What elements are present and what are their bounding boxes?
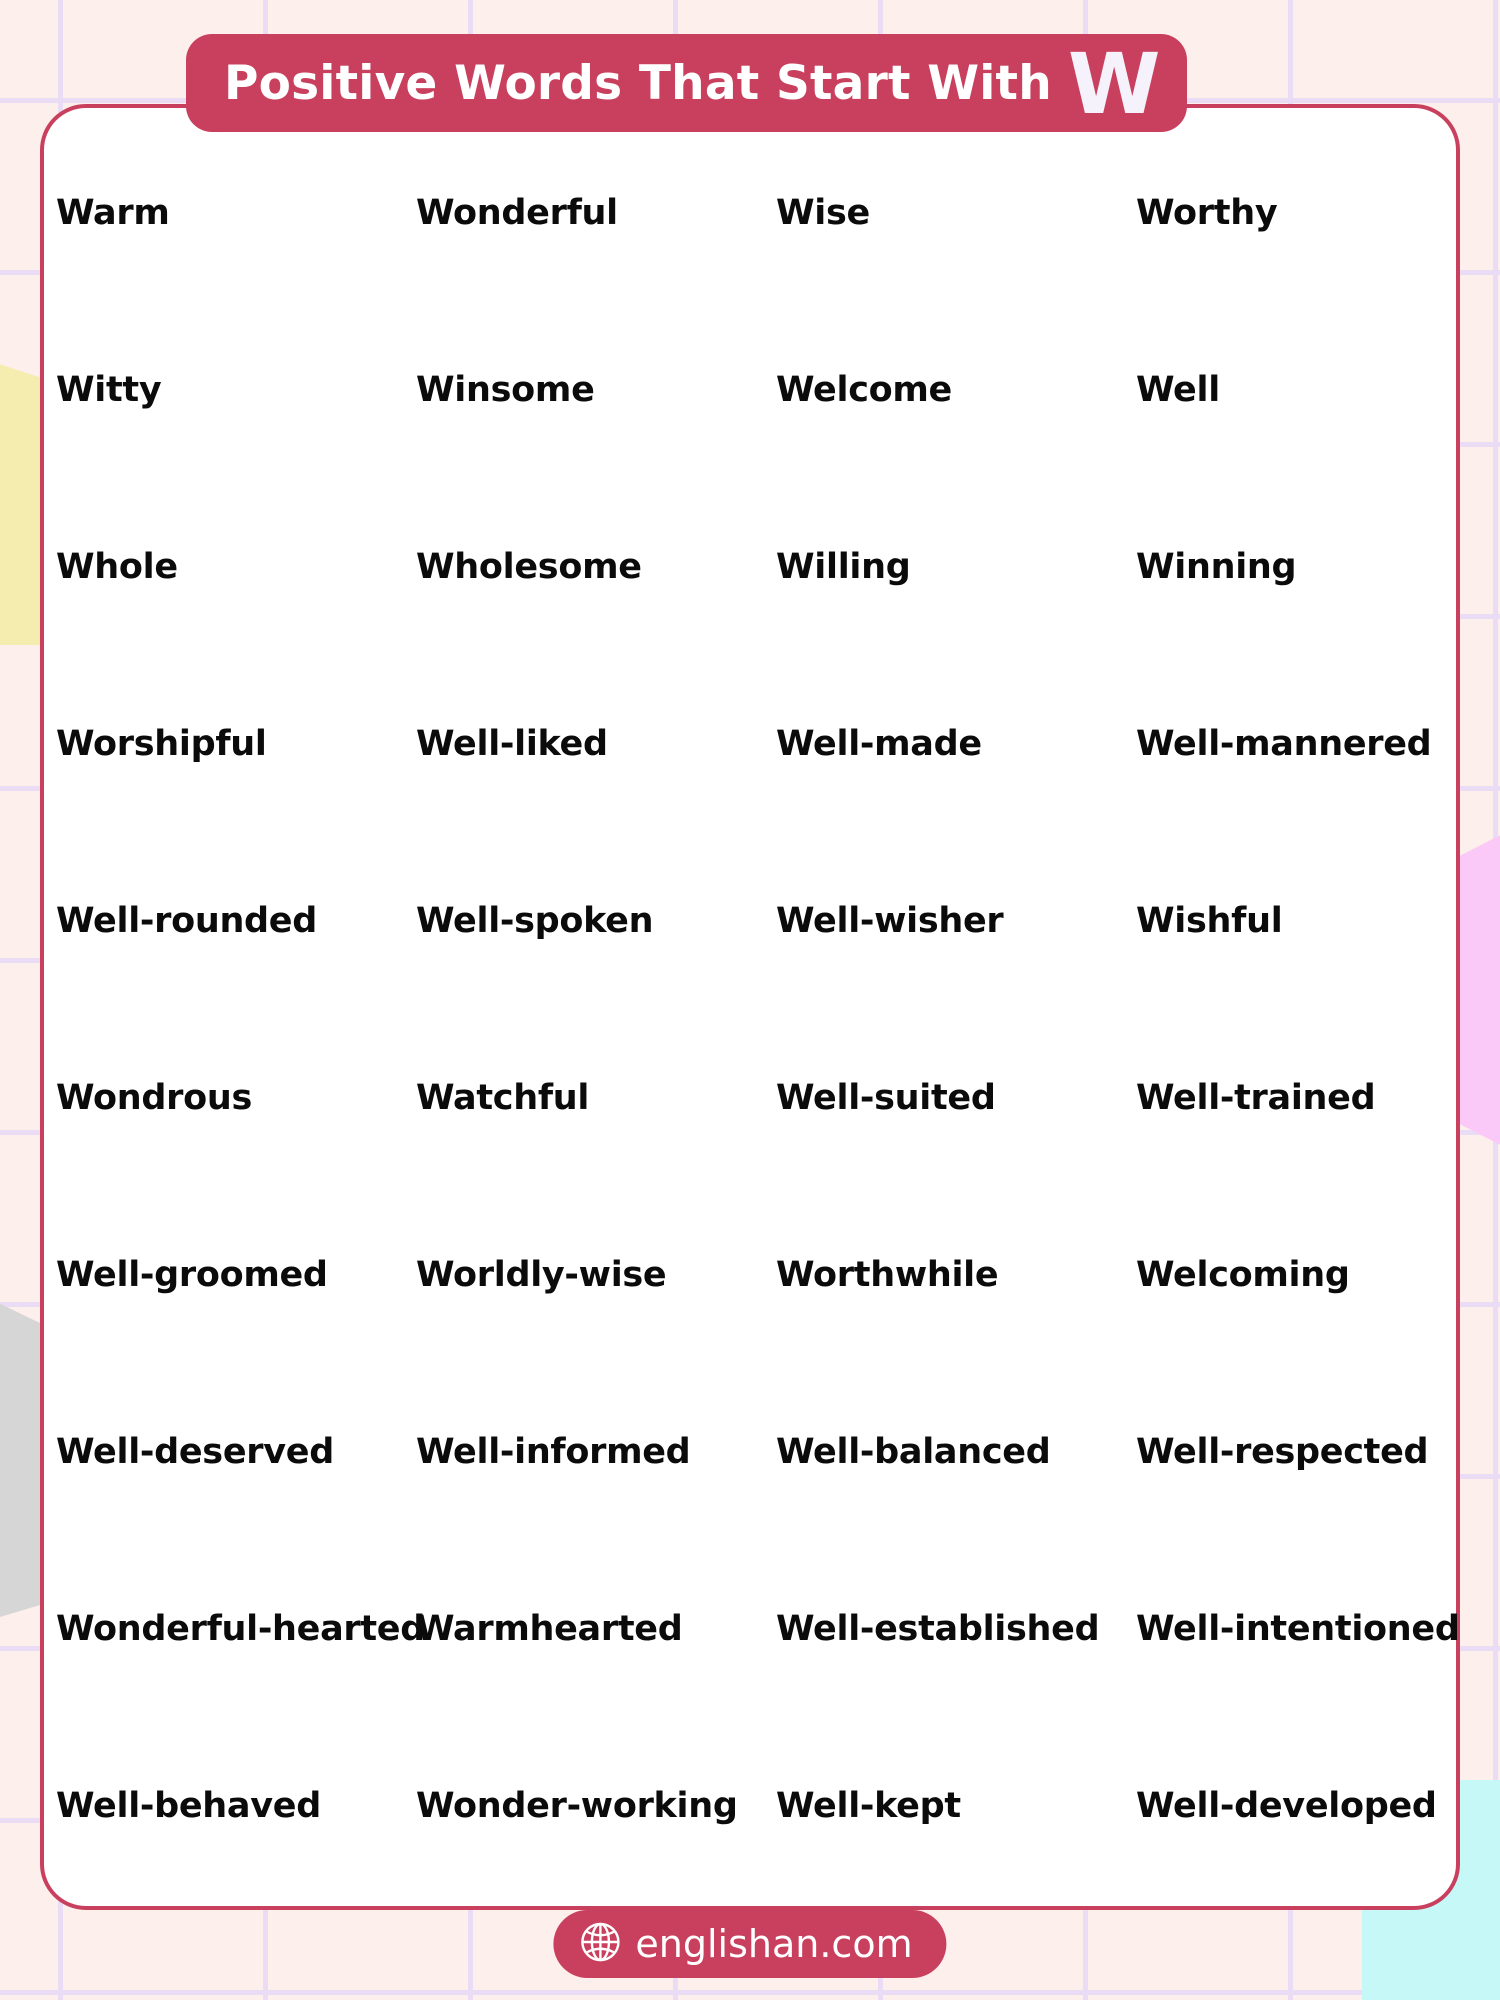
title-letter-w: W [1067, 35, 1161, 133]
word-item: Well-spoken [416, 901, 654, 941]
word-item: Well-developed [1136, 1786, 1437, 1826]
word-item: Well-mannered [1136, 724, 1432, 764]
word-item: Well-respected [1136, 1432, 1429, 1472]
word-item: Winsome [416, 370, 595, 410]
word-item: Welcome [776, 370, 952, 410]
word-item: Well-established [776, 1609, 1100, 1649]
word-item: Well-deserved [56, 1432, 334, 1472]
word-item: Whole [56, 547, 178, 587]
word-item: Well-suited [776, 1078, 996, 1118]
word-item: Well-balanced [776, 1432, 1051, 1472]
word-item: Well [1136, 370, 1220, 410]
word-item: Worthwhile [776, 1255, 999, 1295]
word-item: Wise [776, 193, 870, 233]
word-item: Worshipful [56, 724, 267, 764]
word-item: Well-kept [776, 1786, 961, 1826]
word-item: Willing [776, 547, 911, 587]
word-item: Worthy [1136, 193, 1278, 233]
word-item: Wondrous [56, 1078, 253, 1118]
word-item: Winning [1136, 547, 1297, 587]
word-item: Well-rounded [56, 901, 318, 941]
word-item: Witty [56, 370, 162, 410]
word-item: Watchful [416, 1078, 590, 1118]
word-item: Well-wisher [776, 901, 1004, 941]
word-item: Wonderful-hearted [56, 1609, 425, 1649]
word-item: Well-liked [416, 724, 608, 764]
word-item: Warm [56, 193, 170, 233]
title-banner [186, 34, 1187, 132]
word-item: Worldly-wise [416, 1255, 667, 1295]
word-item: Wholesome [416, 547, 642, 587]
word-item: Warmhearted [416, 1609, 683, 1649]
word-item: Well-trained [1136, 1078, 1376, 1118]
word-item: Well-made [776, 724, 982, 764]
word-item: Welcoming [1136, 1255, 1350, 1295]
site-badge-label: englishan.com [635, 1922, 913, 1966]
word-grid [56, 193, 1460, 1966]
word-item: Wonderful [416, 193, 618, 233]
globe-icon [579, 1921, 621, 1967]
word-item: Well-informed [416, 1432, 691, 1472]
word-item: Well-intentioned [1136, 1609, 1460, 1649]
word-item: Well-groomed [56, 1255, 328, 1295]
word-item: Well-behaved [56, 1786, 321, 1826]
page-title: Positive Words That Start With [224, 55, 1052, 111]
word-item: Wonder-working [416, 1786, 738, 1826]
word-item: Wishful [1136, 901, 1283, 941]
site-badge[interactable] [553, 1910, 946, 1978]
